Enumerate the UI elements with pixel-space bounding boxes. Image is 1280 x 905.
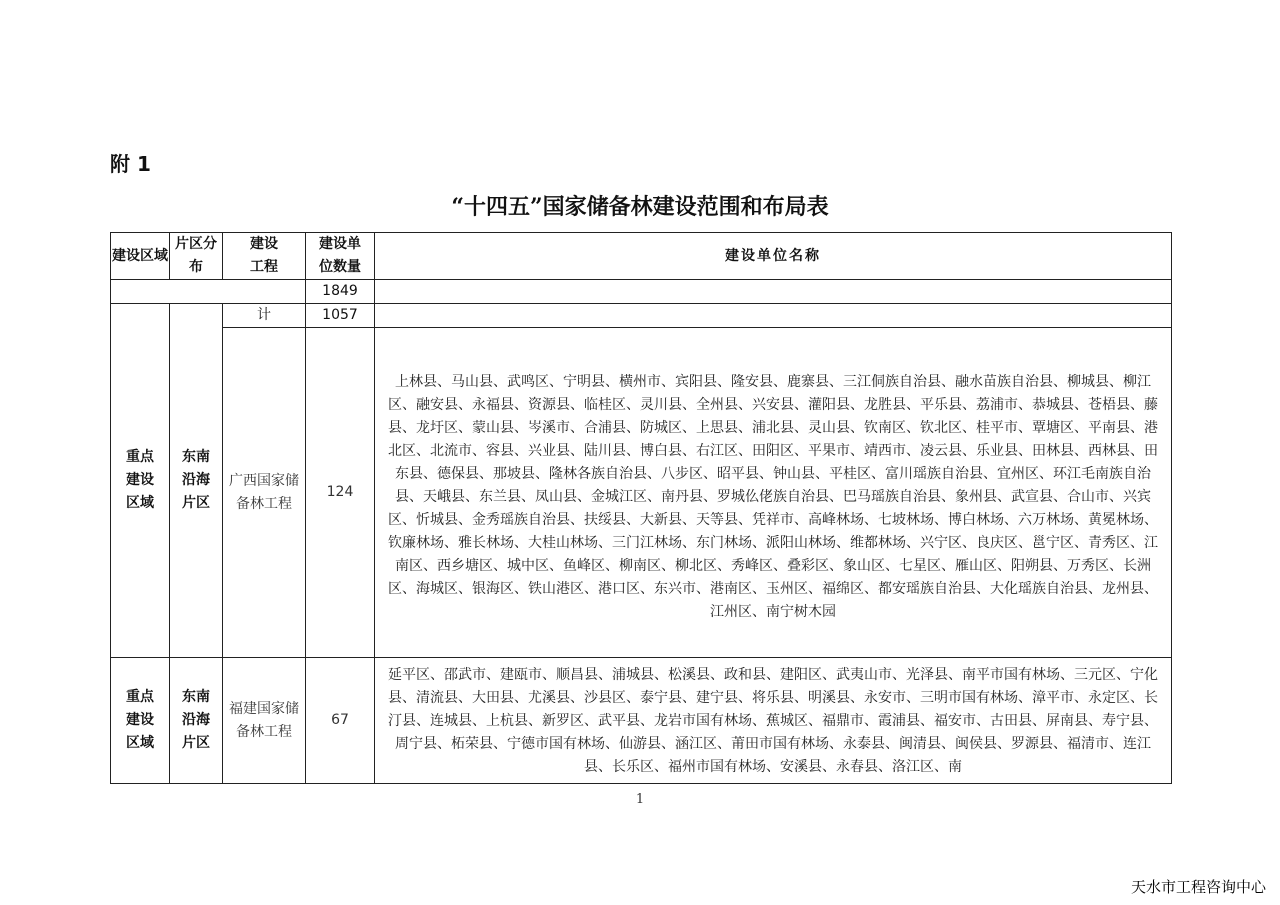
watermark-text: 天水市工程咨询中心 bbox=[1130, 878, 1266, 896]
header-region: 建设区域 bbox=[111, 233, 170, 280]
project-cell: 福建国家储备林工程 bbox=[223, 658, 306, 784]
region-cell: 重点建设区域 bbox=[111, 658, 170, 784]
page-label: 附 1 bbox=[110, 152, 151, 176]
table-header-row bbox=[111, 233, 1172, 280]
subtotal-names-cell bbox=[375, 304, 1172, 328]
layout-table bbox=[110, 232, 1172, 784]
document-title: “十四五”国家储备林建设范围和布局表 bbox=[451, 194, 829, 220]
total-count: 1849 bbox=[306, 280, 375, 304]
header-names: 建设单位名称 bbox=[375, 233, 1172, 280]
subtotal-row bbox=[111, 304, 1172, 328]
count-cell: 124 bbox=[306, 328, 375, 658]
total-label-cell bbox=[111, 280, 306, 304]
project-cell: 广西国家储备林工程 bbox=[223, 328, 306, 658]
header-count: 建设单位数量 bbox=[306, 233, 375, 280]
total-names-cell bbox=[375, 280, 1172, 304]
count-cell: 67 bbox=[306, 658, 375, 784]
table-row bbox=[111, 328, 1172, 658]
header-area: 片区分布 bbox=[170, 233, 223, 280]
region-cell: 重点建设区域 bbox=[111, 304, 170, 658]
area-cell: 东南沿海片区 bbox=[170, 304, 223, 658]
unit-names-cell: 上林县、马山县、武鸣区、宁明县、横州市、宾阳县、隆安县、鹿寨县、三江侗族自治县、融水苗族自治县、柳城县、柳江区、融安县、永福县、资源县、临桂区、灵川县、全州县、兴安县、灌阳县、龙胜县、平乐县、荔浦市、恭城县、苍梧县、藤县、龙圩区、蒙山县、岑溪市、合浦县、防城区、上思县、浦北县、灵山县、钦南区、钦北区、桂平市、覃塘区、平南县、港北区、北流市、容县、兴业县、陆川县、博白县、右江区、田阳区、平果市、靖西市、凌云县、乐业县、田林县、西林县、田东县、德保县、那坡县、隆林各族自治县、八步区、昭平县、钟山县、平桂区、富川瑶族自治县、宜州区、环江毛南族自治县、天峨县、东兰县、凤山县、金城江区、南丹县、罗城仫佬族自治县、巴马瑶族自治县、象州县、武宣县、合山市、兴宾区、忻城县、金秀瑶族自治县、扶绥县、大新县、天等县、凭祥市、高峰林场、七坡林场、博白林场、六万林场、黄冕林场、钦廉林场、雅长林场、大桂山林场、三门江林场、东门林场、派阳山林场、维都林场、兴宁区、良庆区、邕宁区、青秀区、江南区、西乡塘区、城中区、鱼峰区、柳南区、柳北区、秀峰区、叠彩区、象山区、七星区、雁山区、阳朔县、万秀区、长洲区、海城区、银海区、铁山港区、港口区、东兴市、港南区、玉州区、福绵区、都安瑶族自治县、大化瑶族自治县、龙州县、江州区、南宁树木园 bbox=[375, 328, 1172, 658]
area-cell: 东南沿海片区 bbox=[170, 658, 223, 784]
total-row bbox=[111, 280, 1172, 304]
unit-names-cell bbox=[375, 658, 1172, 784]
table-row bbox=[111, 658, 1172, 784]
unit-names-text: 延平区、邵武市、建瓯市、顺昌县、浦城县、松溪县、政和县、建阳区、武夷山市、光泽县、南平市国有林场、三元区、宁化县、清流县、大田县、尤溪县、沙县区、泰宁县、建宁县、将乐县、明溪县、永安市、三明市国有林场、漳平市、永定区、长汀县、连城县、上杭县、新罗区、武平县、龙岩市国有林场、蕉城区、福鼎市、霞浦县、福安市、古田县、屏南县、寿宁县、周宁县、柘荣县、宁德市国有林场、仙游县、涵江区、莆田市国有林场、永泰县、闽清县、闽侯县、罗源县、福清市、连江县、长乐区、福州市国有林场、安溪县、永春县、洛江区、南 bbox=[388, 667, 1158, 775]
subtotal-count: 1057 bbox=[306, 304, 375, 328]
page-number: 1 bbox=[635, 792, 645, 807]
header-project: 建设工程 bbox=[223, 233, 306, 280]
subtotal-label: 计 bbox=[223, 304, 306, 328]
